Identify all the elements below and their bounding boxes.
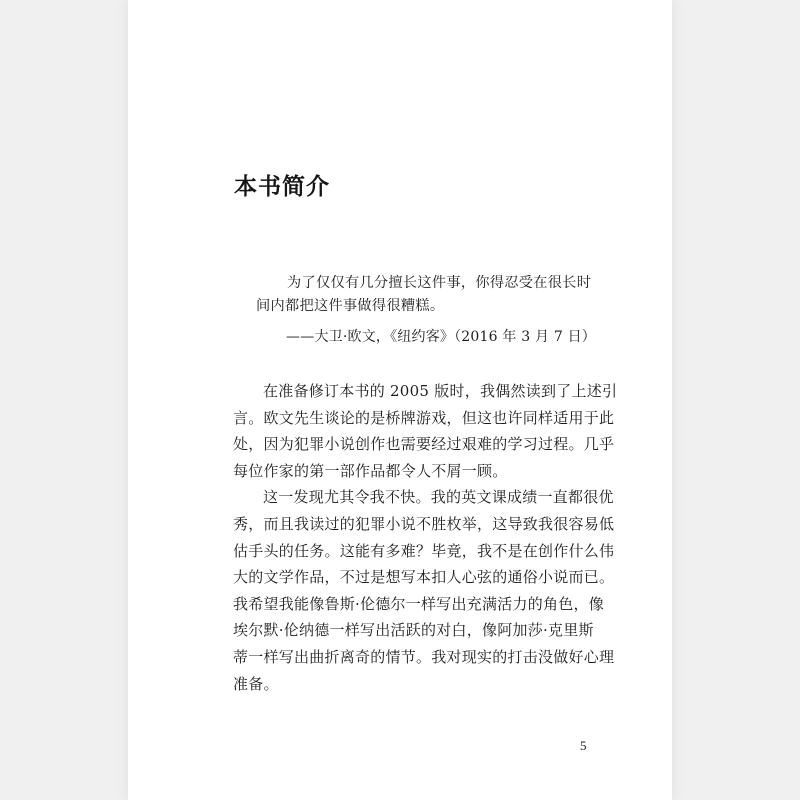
paragraph-line: 我希望我能像鲁斯·伦德尔一样写出充满活力的角色，像 bbox=[233, 594, 605, 613]
paragraph-line: 这一发现尤其令我不快。我的英文课成绩一直都很优 bbox=[263, 488, 614, 507]
paragraph-line: 秀，而且我读过的犯罪小说不胜枚举，这导致我很容易低 bbox=[233, 514, 615, 533]
epigraph-line: 为了仅仅有几分擅长这件事，你得忍受在很长时 bbox=[287, 275, 592, 291]
paragraph-line: 埃尔默·伦纳德一样写出活跃的对白，像阿加莎·克里斯 bbox=[233, 621, 594, 640]
paragraph-line: 蒂一样写出曲折离奇的情节。我对现实的打击没做好心理 bbox=[233, 647, 615, 666]
epigraph-line: 间内都把这件事做得很糟糕。 bbox=[256, 298, 445, 314]
paragraph-line: 每位作家的第一部作品都令人不屑一顾。 bbox=[233, 461, 508, 480]
page-title: 本书简介 bbox=[234, 173, 330, 200]
paragraph-line: 大的文学作品，不过是想写本扣人心弦的通俗小说而已。 bbox=[233, 568, 615, 587]
paragraph-line: 在准备修订本书的 2005 版时，我偶然读到了上述引 bbox=[263, 382, 618, 400]
paragraph-line: 准备。 bbox=[233, 674, 279, 693]
page-number: 5 bbox=[580, 738, 587, 753]
epigraph-attribution: ——大卫·欧文，《纽约客》（2016 年 3 月 7 日） bbox=[286, 329, 596, 345]
paragraph-line: 处，因为犯罪小说创作也需要经过艰难的学习过程。几乎 bbox=[233, 435, 615, 454]
paragraph-1 bbox=[233, 378, 618, 484]
paragraph-line: 言。欧文先生谈论的是桥牌游戏，但这也许同样适用于此 bbox=[233, 408, 615, 427]
body-text bbox=[233, 378, 618, 697]
paragraph-line: 估手头的任务。这能有多难？毕竟，我不是在创作什么伟 bbox=[233, 541, 615, 560]
epigraph bbox=[256, 272, 596, 346]
paragraph-2 bbox=[233, 484, 615, 697]
